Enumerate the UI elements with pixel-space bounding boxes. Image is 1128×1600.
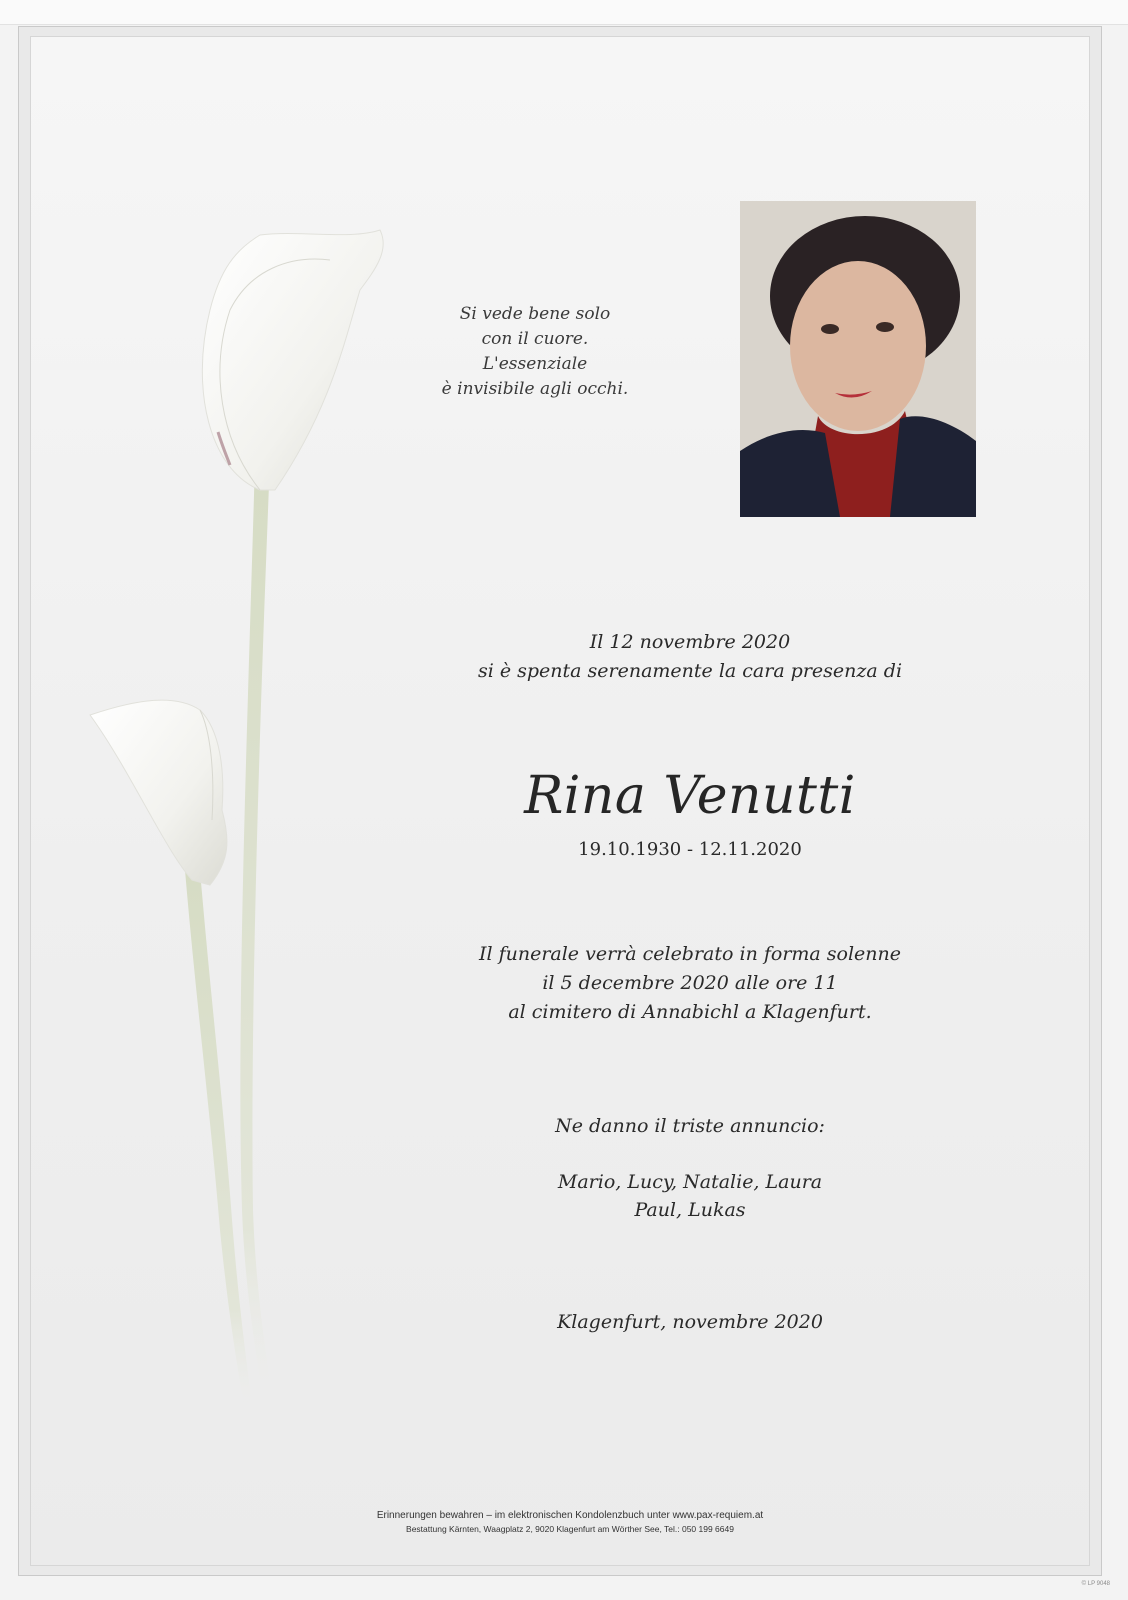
family-line: Mario, Lucy, Natalie, Laura [557,1171,823,1193]
funeral-line: Il funerale verrà celebrato in forma solenne [478,943,902,965]
portrait-photo [740,201,976,517]
calla-lily-illustration [60,210,420,1430]
funeral-line: il 5 decembre 2020 alle ore 11 [542,972,838,994]
family-line: Paul, Lukas [634,1199,746,1221]
family-names [400,1168,980,1224]
quote-line: è invisibile agli occhi. [441,379,629,399]
quote-line: con il cuore. [481,329,589,349]
footer-line-condolence: Erinnerungen bewahren – im elektronischen Kondolenzbuch unter www.pax-requiem.at [376,1510,764,1521]
funeral-line: al cimitero di Annabichl a Klagenfurt. [508,1001,872,1023]
funeral-info [400,940,980,1027]
announcement-heading: Ne danno il triste annuncio: [555,1115,825,1137]
print-code: © LP 9048 [1081,1581,1110,1587]
place-date: Klagenfurt, novembre 2020 [557,1311,823,1333]
deceased-name: Rina Venutti [524,766,856,826]
intro-line: si è spenta serenamente la cara presenza di [477,660,903,682]
footer-line-address: Bestattung Kärnten, Waagplatz 2, 9020 Klagenfurt am Wörther See, Tel.: 050 199 6649 [406,1524,734,1534]
intro-line: Il 12 novembre 2020 [589,631,791,653]
quote-line: L'essenziale [482,354,588,374]
top-strip [0,0,1128,25]
quote-line: Si vede bene solo [459,304,611,324]
footer [280,1509,860,1536]
death-announcement-intro [400,628,980,686]
life-dates: 19.10.1930 - 12.11.2020 [578,839,802,860]
quote [395,302,675,402]
